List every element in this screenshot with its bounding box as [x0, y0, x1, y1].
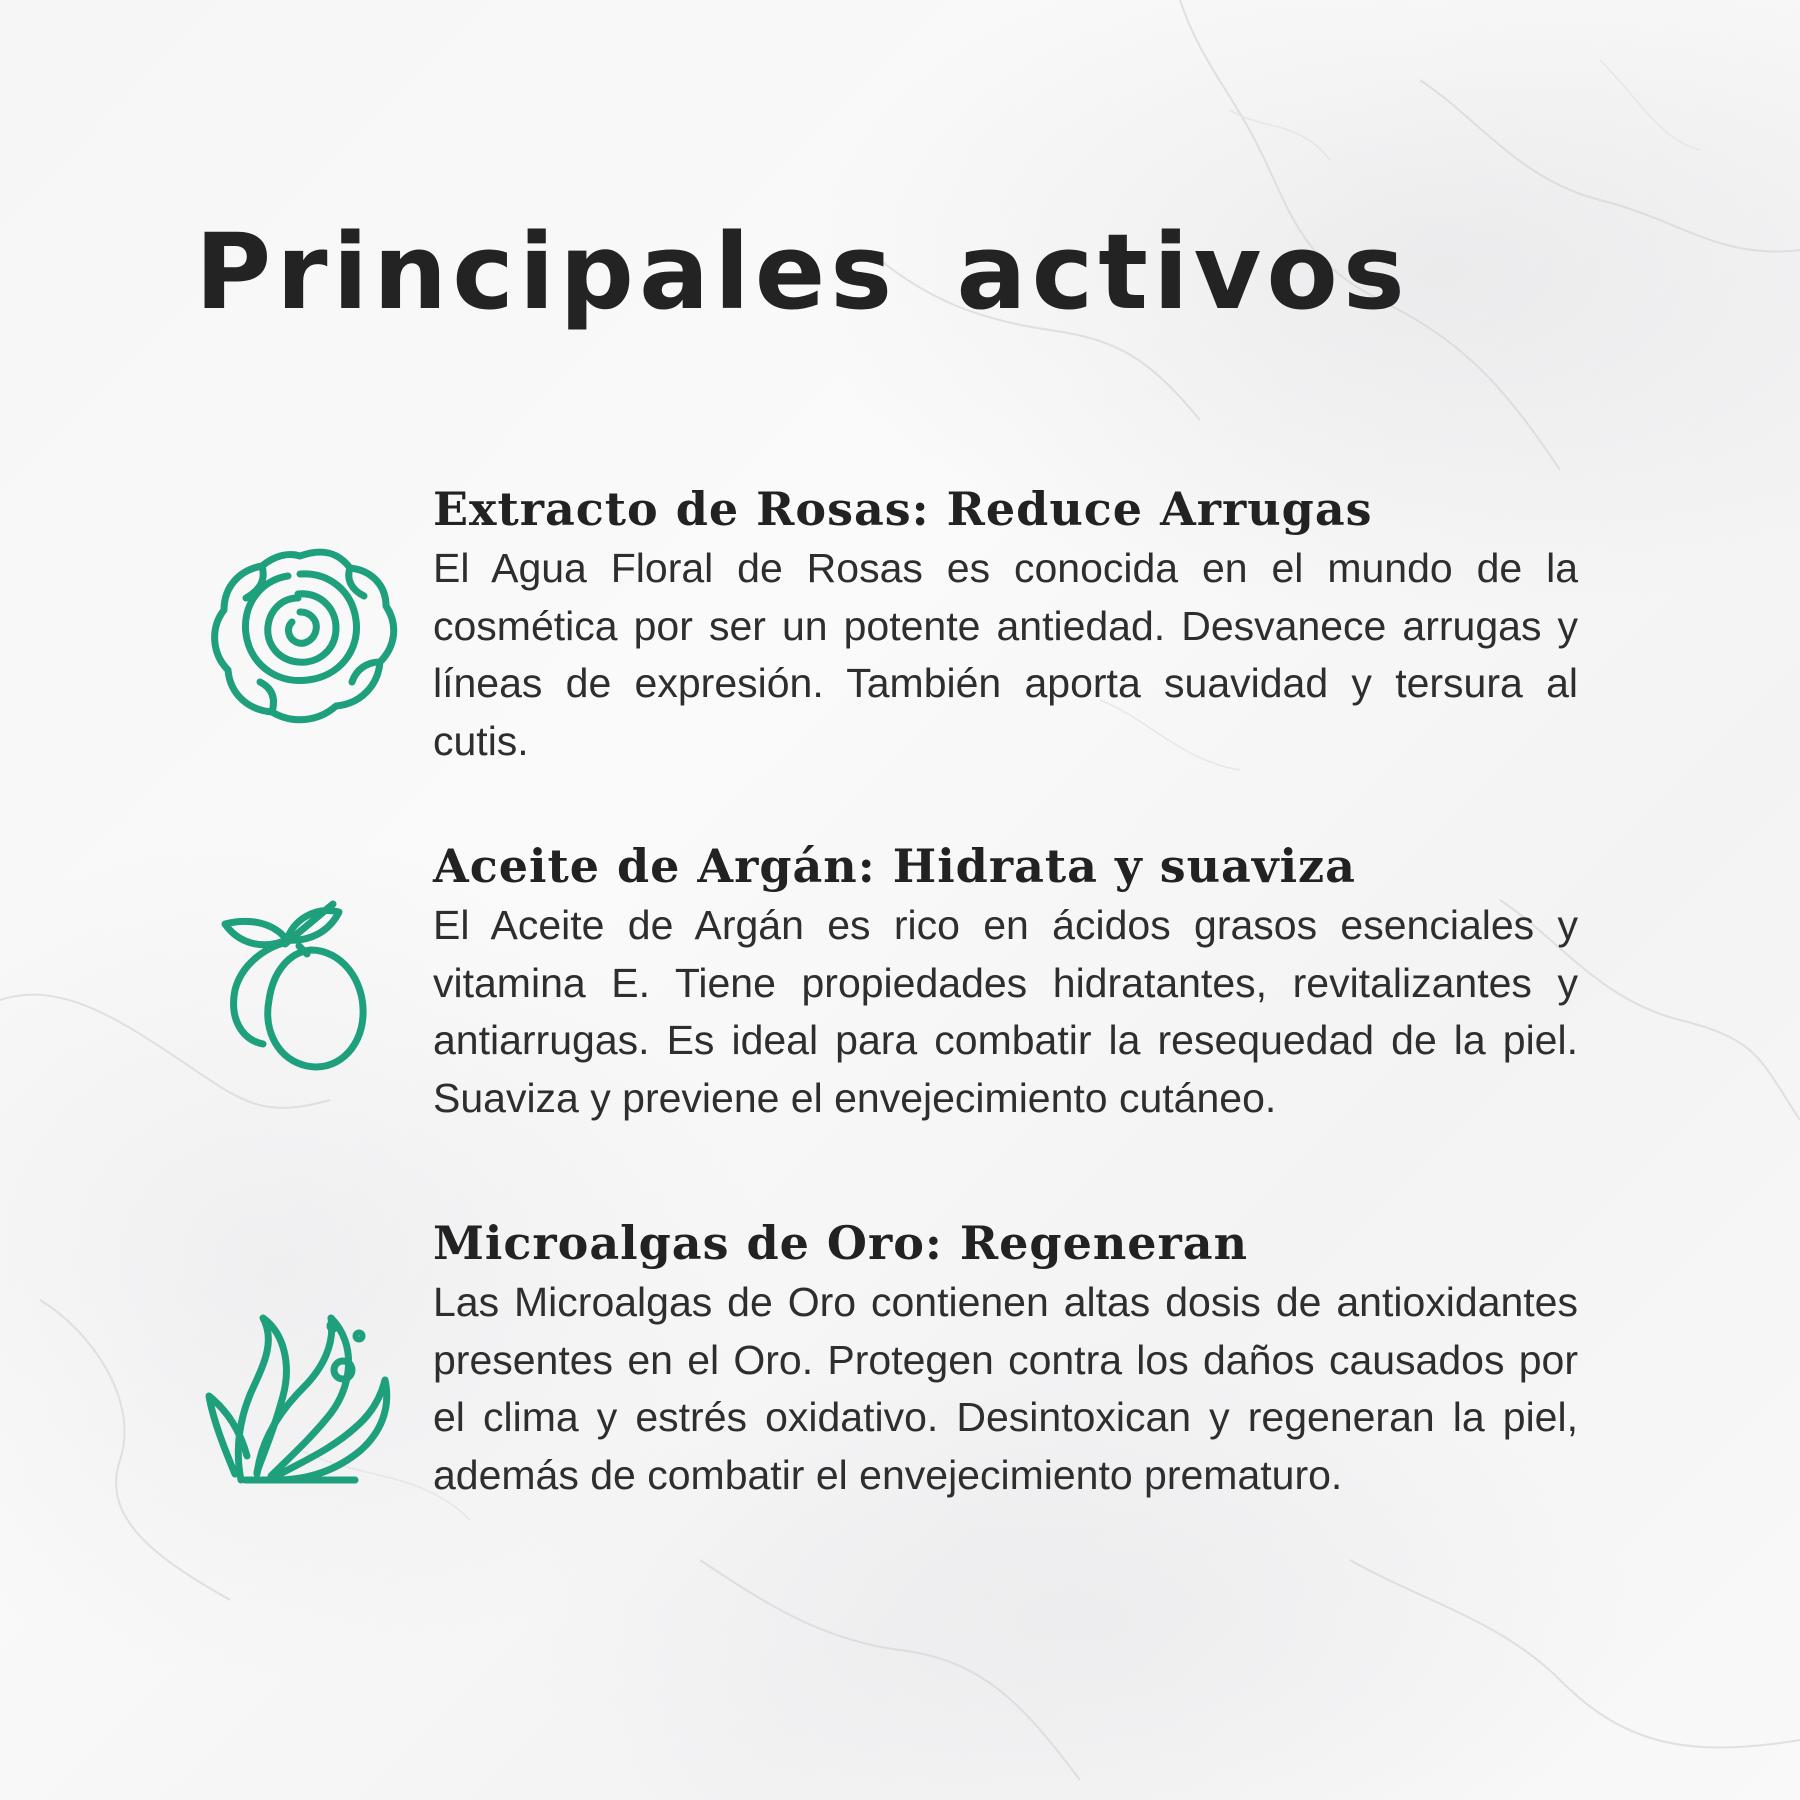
ingredient-description: El Agua Floral de Rosas es conocida en el mundo de la cosmética por ser un potente antiedad. Desvanece arrugas y líneas de expresión. También aporta suavidad y tersura al cutis. — [433, 545, 1578, 764]
page-title: Principales activos — [195, 211, 1410, 333]
ingredient-description: El Aceite de Argán es rico en ácidos grasos esenciales y vitamina E. Tiene propiedades hidratantes, revitalizantes y antiarrugas. Es ideal para combatir la resequedad de la piel. Suaviza y previene el envejecimiento cutáneo. — [433, 902, 1578, 1121]
ingredient-description: Las Microalgas de Oro contienen altas dosis de antioxidantes presentes en el Oro. Protegen contra los daños causados por el clima y estrés oxidativo. Desintoxican y regeneran la piel, además de combatir el envejecimiento prematuro. — [433, 1279, 1578, 1498]
ingredient-heading: Microalgas de Oro: Regeneran — [433, 1216, 1249, 1270]
ingredient-heading: Extracto de Rosas: Reduce Arrugas — [433, 482, 1373, 536]
argan-fruit-icon — [215, 880, 375, 1080]
ingredient-heading: Aceite de Argán: Hidrata y suaviza — [433, 839, 1356, 893]
seaweed-icon — [205, 1300, 405, 1500]
rose-icon — [200, 528, 400, 728]
